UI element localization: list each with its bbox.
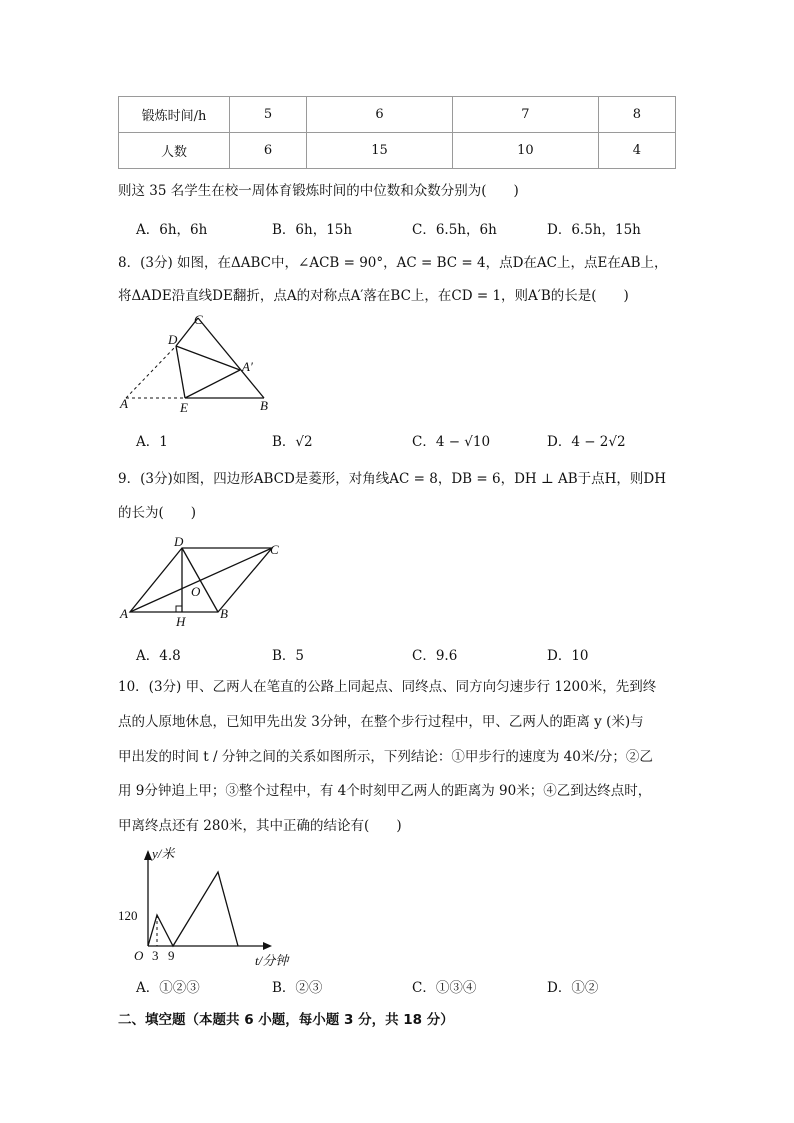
label-e: E: [180, 400, 188, 415]
q10-option-c[interactable]: C．①③④: [412, 980, 477, 996]
exercise-time-table: [118, 96, 676, 169]
distance-curve: [148, 872, 238, 946]
label-c: C: [270, 542, 279, 557]
q8-line-2: 将ΔADE沿直线DE翻折，点A的对称点A′落在BC上，在CD = 1，则A′B的长是( ): [118, 288, 629, 304]
q8-triangle-figure: [110, 310, 280, 420]
q7-option-b[interactable]: B．6h，15h: [272, 222, 353, 238]
table-cell: 10: [452, 133, 598, 169]
y-axis-label: y/米: [152, 846, 175, 861]
table-cell: 6: [307, 97, 453, 133]
label-a: A: [120, 396, 128, 411]
section-title: 二、填空题（本题共 6 小题，每小题 3 分，共 18 分）: [118, 1012, 454, 1028]
segment-ea-prime: [185, 370, 240, 398]
y-tick-label: 120: [118, 908, 138, 923]
q10-line-4: 用 9分钟追上甲；③整个过程中，有 4个时刻甲乙两人的距离为 90米；④乙到达终点时，: [118, 783, 652, 799]
table-cell: 4: [598, 133, 675, 169]
q8-option-d[interactable]: D．4 − 2√2: [547, 434, 626, 450]
origin-label: O: [134, 948, 144, 963]
q9-option-a[interactable]: A．4.8: [136, 648, 181, 664]
label-h: H: [176, 614, 186, 629]
label-a-prime: A′: [242, 359, 253, 374]
diagonal-db: [182, 548, 218, 612]
q10-line-2: 点的人原地休息，已知甲先出发 3分钟，在整个步行过程中，甲、乙两人的距离 y (米)与: [118, 714, 644, 730]
label-b: B: [260, 398, 268, 413]
segment-ad-dashed: [126, 346, 176, 398]
q7-option-a[interactable]: A．6h，6h: [136, 222, 208, 238]
segment-de: [176, 346, 185, 398]
table-cell: 8: [598, 97, 675, 133]
label-o: O: [191, 584, 201, 599]
q9-rhombus-figure: [112, 534, 292, 630]
q7-option-d[interactable]: D．6.5h，15h: [547, 222, 641, 238]
q10-option-d[interactable]: D．①②: [547, 980, 599, 996]
q8-option-a[interactable]: A．1: [136, 434, 168, 450]
q8-line-1: 8．(3分) 如图，在ΔABC中，∠ACB = 90°，AC = BC = 4，点D在AC上，点E在AB上，: [118, 255, 668, 271]
label-b: B: [220, 606, 228, 621]
x-tick-label: 3: [152, 948, 159, 963]
q9-line-2: 的长为( ): [118, 505, 197, 521]
label-a: A: [120, 606, 128, 621]
q10-line-3: 甲出发的时间 t / 分钟之间的关系如图所示，下列结论：①甲步行的速度为 40米/分；②乙: [118, 749, 653, 765]
label-d: D: [174, 534, 184, 549]
table-cell: 7: [452, 97, 598, 133]
q10-line-5: 甲离终点还有 280米，其中正确的结论有( ): [118, 818, 402, 834]
q10-option-b[interactable]: B．②③: [272, 980, 323, 996]
table-row: [119, 97, 676, 133]
q9-option-c[interactable]: C．9.6: [412, 648, 458, 664]
table-row: [119, 133, 676, 169]
q10-option-a[interactable]: A．①②③: [136, 980, 200, 996]
q8-option-c[interactable]: C．4 − √10: [412, 434, 491, 450]
q7-stem: 则这 35 名学生在校一周体育锻炼时间的中位数和众数分别为( ): [118, 183, 519, 199]
table-cell: 6: [230, 133, 307, 169]
q9-line-1: 9．(3分)如图，四边形ABCD是菱形，对角线AC = 8，DB = 6，DH ⊥ AB于点H，则DH: [118, 471, 666, 487]
x-axis-arrow-icon: [263, 942, 272, 950]
diagonal-ac: [130, 548, 272, 612]
x-axis-label: t/分钟: [255, 953, 289, 968]
q10-distance-graph: [112, 838, 312, 970]
q7-option-c[interactable]: C．6.5h，6h: [412, 222, 497, 238]
label-c: C: [194, 312, 203, 327]
q9-option-d[interactable]: D．10: [547, 648, 589, 664]
q8-option-b[interactable]: B．√2: [272, 434, 313, 450]
table-header-cell: 锻炼时间/h: [119, 97, 230, 133]
x-tick-label: 9: [168, 948, 175, 963]
table-cell: 15: [307, 133, 453, 169]
right-angle-mark: [176, 606, 182, 612]
y-axis-arrow-icon: [144, 850, 152, 860]
table-header-cell: 人数: [119, 133, 230, 169]
q10-line-1: 10．(3分) 甲、乙两人在笔直的公路上同起点、同终点、同方向匀速步行 1200米，先到终: [118, 679, 657, 695]
table-cell: 5: [230, 97, 307, 133]
label-d: D: [168, 332, 178, 347]
q9-option-b[interactable]: B．5: [272, 648, 305, 664]
